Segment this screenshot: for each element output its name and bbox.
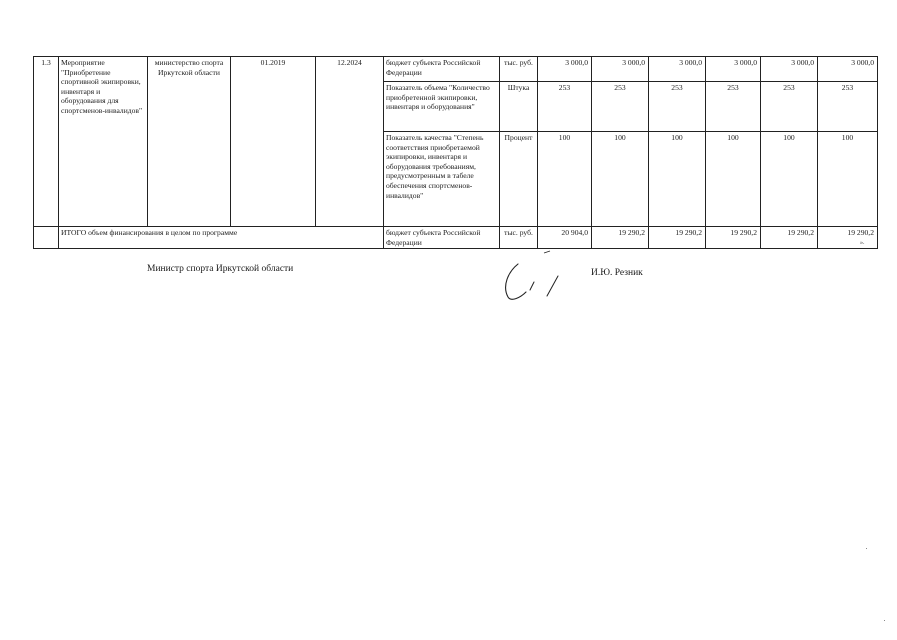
value-cell: 100 xyxy=(818,132,878,227)
value-cell: 100 xyxy=(761,132,818,227)
minister-name: И.Ю. Резник xyxy=(591,268,643,278)
value-cell: 19 290,2 xyxy=(818,227,878,249)
value-cell: 3 000,0 xyxy=(592,57,649,82)
funding-source: бюджет субъекта Российской Федерации xyxy=(384,57,500,82)
scan-speck xyxy=(866,548,867,549)
value-cell: 19 290,2 xyxy=(761,227,818,249)
minister-title: Министр спорта Иркутской области xyxy=(147,264,294,274)
value-cell: 3 000,0 xyxy=(818,57,878,82)
value-cell: 253 xyxy=(706,82,761,132)
value-cell: 3 000,0 xyxy=(649,57,706,82)
table-row xyxy=(34,57,878,82)
total-label: ИТОГО объем финансирования в целом по программе xyxy=(59,227,384,249)
value-cell: 19 290,2 xyxy=(592,227,649,249)
row-number: 1.3 xyxy=(34,57,59,227)
indicator: Показатель качества "Степень соответствия приобретаемой экипировки, инвентаря и оборудования требованиям, предусмотренным в табеле обеспечения спортсменов-инвалидов" xyxy=(384,132,500,227)
indicator: Показатель объема "Количество приобретенной экипировки, инвентаря и оборудования" xyxy=(384,82,500,132)
executor: министерство спорта Иркутской области xyxy=(148,57,231,227)
value-cell: 253 xyxy=(649,82,706,132)
measure-name: Мероприятие "Приобретение спортивной экипировки, инвентаря и оборудования для спортсменов-инвалидов" xyxy=(59,57,148,227)
value-cell: 3 000,0 xyxy=(761,57,818,82)
value-cell: 253 xyxy=(538,82,592,132)
value-cell: 100 xyxy=(706,132,761,227)
value-cell: 20 904,0 xyxy=(538,227,592,249)
scan-speck xyxy=(884,620,885,621)
value-cell: 100 xyxy=(538,132,592,227)
unit: тыс. руб. xyxy=(500,227,538,249)
start-date: 01.2019 xyxy=(231,57,316,227)
empty-cell xyxy=(34,227,59,249)
value-cell: 100 xyxy=(649,132,706,227)
closing-quote-mark: ». xyxy=(860,240,865,246)
unit: тыс. руб. xyxy=(500,57,538,82)
value-cell: 3 000,0 xyxy=(538,57,592,82)
value-cell: 3 000,0 xyxy=(706,57,761,82)
program-table xyxy=(33,56,878,249)
signature-image xyxy=(498,250,578,305)
table-row xyxy=(34,227,878,249)
value-cell: 19 290,2 xyxy=(649,227,706,249)
value-cell: 100 xyxy=(592,132,649,227)
end-date: 12.2024 xyxy=(316,57,384,227)
funding-source: бюджет субъекта Российской Федерации xyxy=(384,227,500,249)
value-cell: 253 xyxy=(761,82,818,132)
unit: Процент xyxy=(500,132,538,227)
value-cell: 253 xyxy=(592,82,649,132)
value-cell: 19 290,2 xyxy=(706,227,761,249)
value-cell: 253 xyxy=(818,82,878,132)
unit: Штука xyxy=(500,82,538,132)
